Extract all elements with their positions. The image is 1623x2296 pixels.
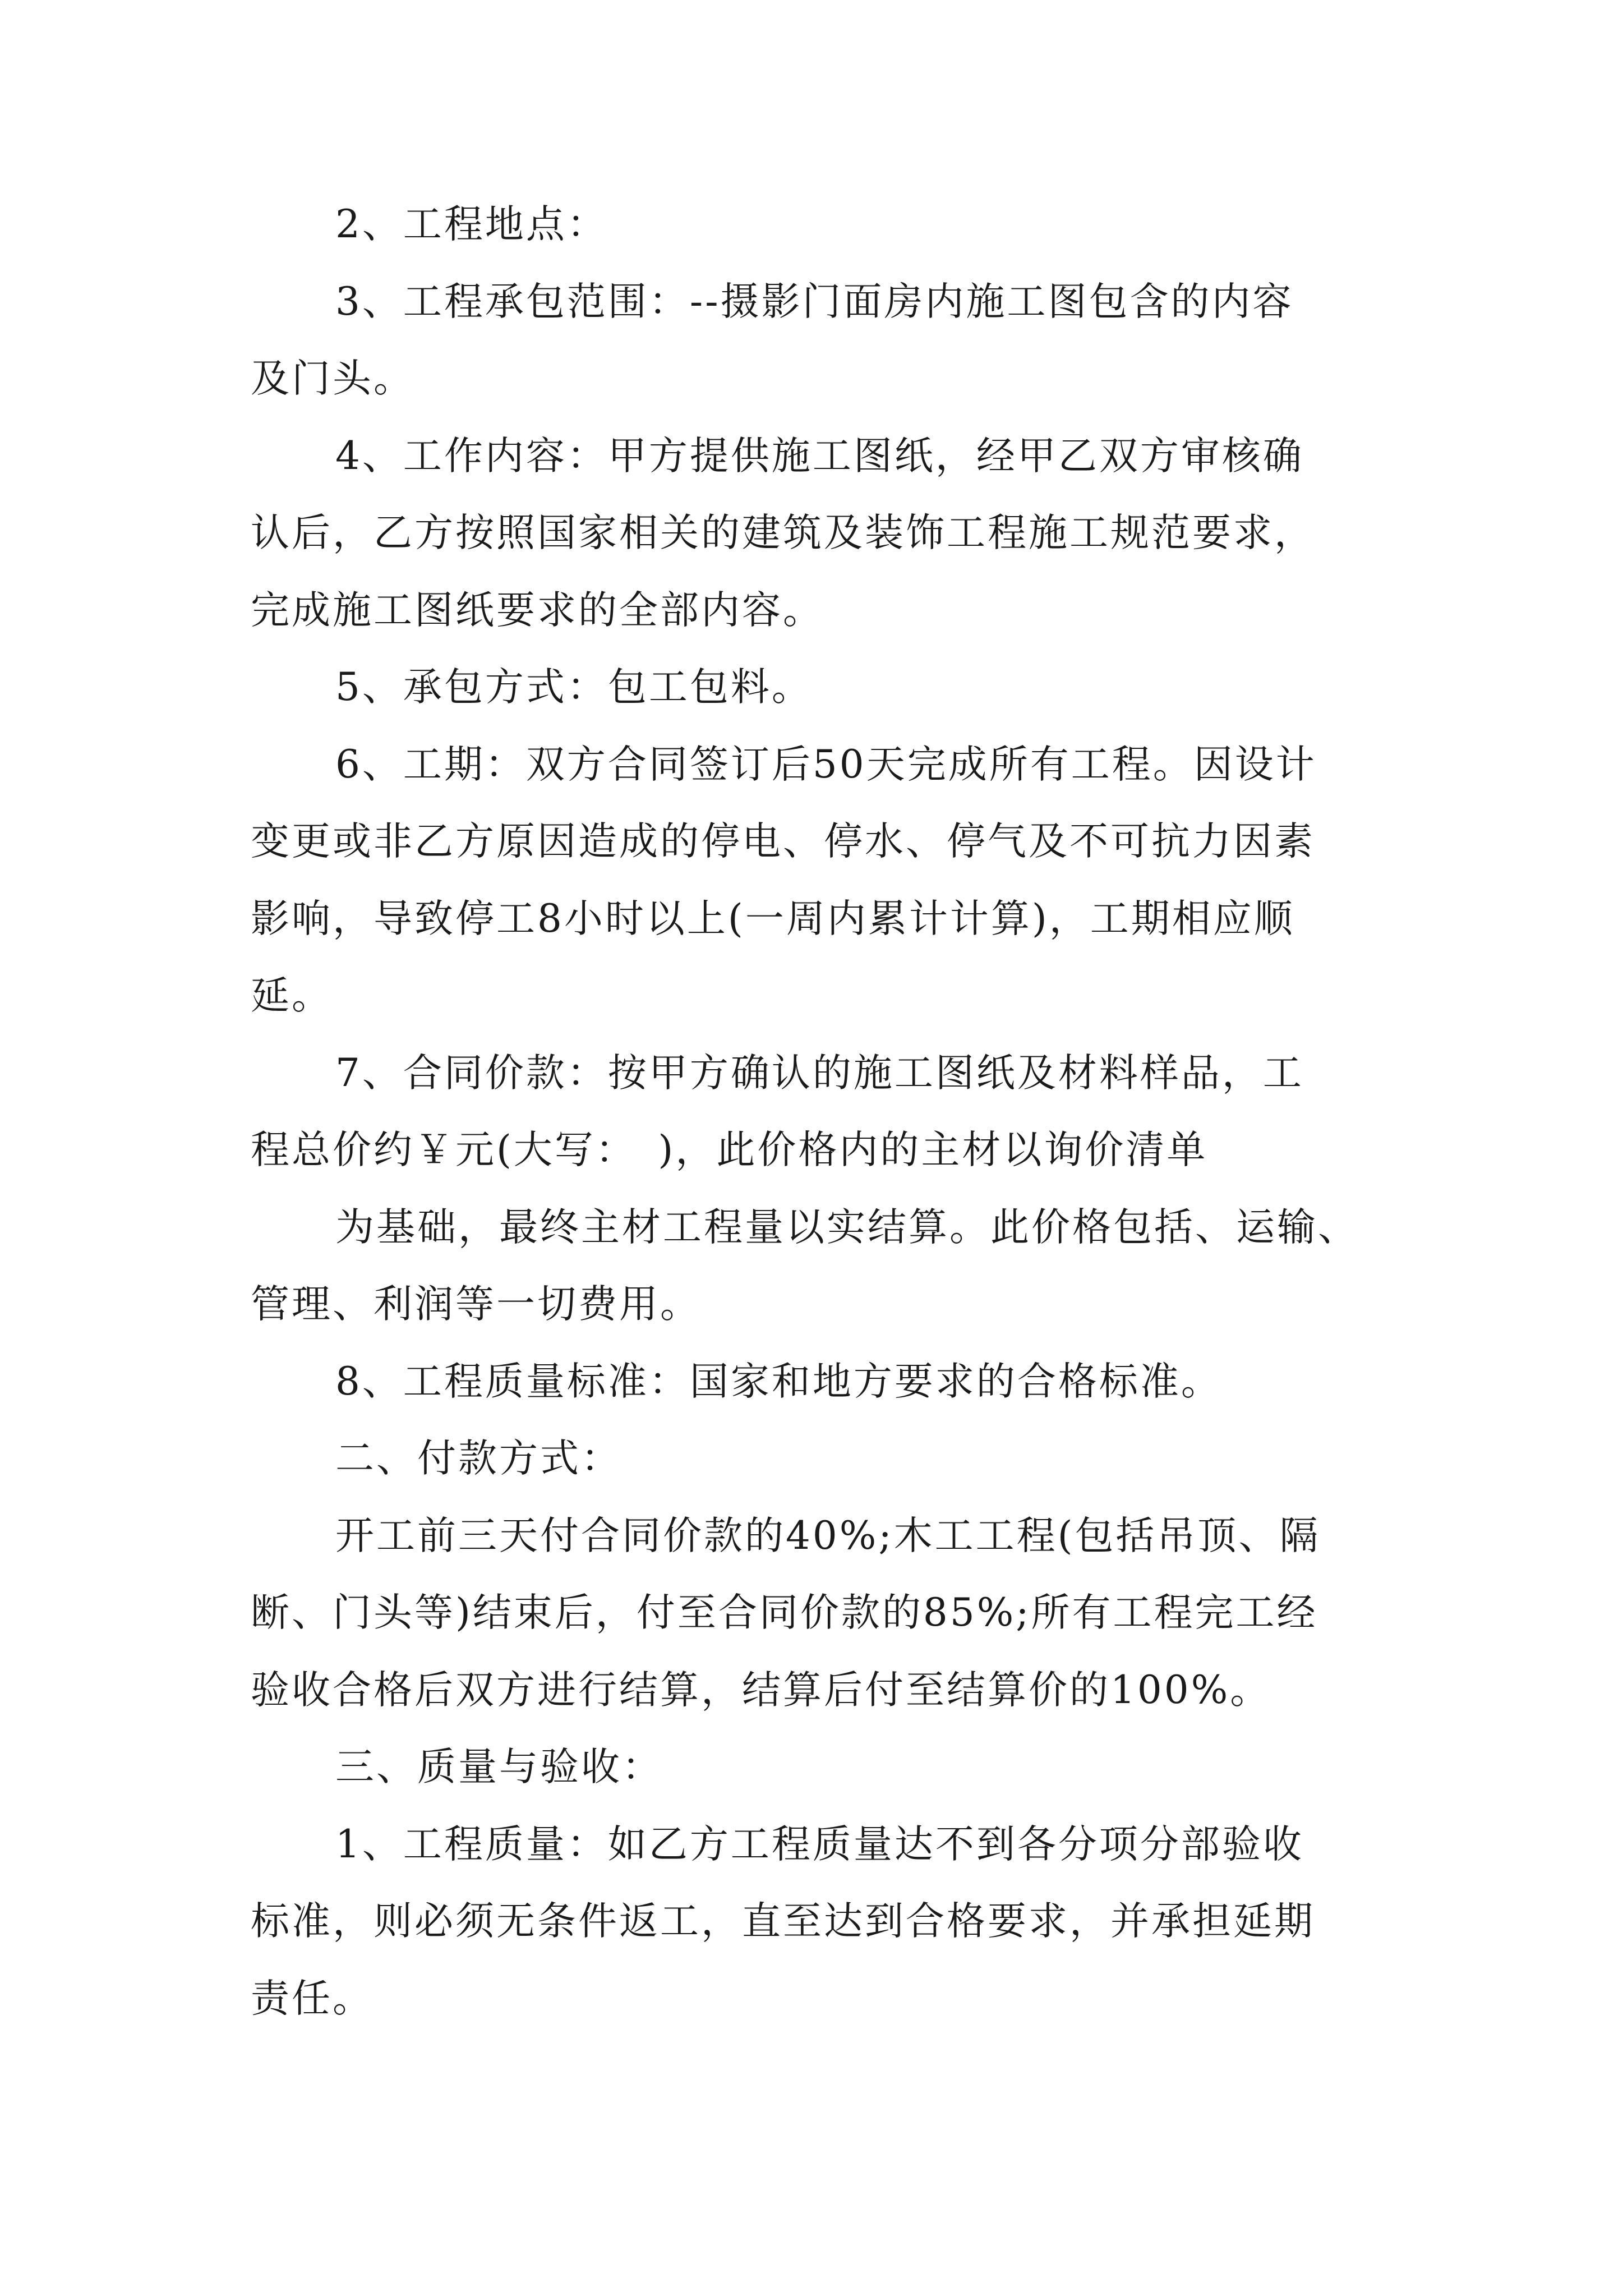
paragraph-line: 责任。: [251, 1976, 374, 2021]
paragraph-schedule: [251, 726, 1395, 1035]
paragraph-quality-standard: [251, 1343, 1395, 1421]
paragraph-line: 及门头。: [251, 356, 414, 401]
paragraph-line: 管理、利润等一切费用。: [251, 1282, 701, 1327]
paragraph-payment-terms: [251, 1498, 1395, 1729]
paragraph-project-location: [251, 186, 1395, 264]
paragraph-line: 认后，乙方按照国家相关的建筑及装饰工程施工规范要求，: [251, 510, 1315, 555]
paragraph-line: 2、工程地点：: [335, 202, 608, 247]
paragraph-line: 4、工作内容：甲方提供施工图纸，经甲乙双方审核确: [335, 433, 1304, 478]
paragraph-line: 5、承包方式：包工包料。: [335, 665, 813, 710]
paragraph-project-quality: [251, 1806, 1395, 2038]
paragraph-contract-scope: [251, 264, 1395, 418]
paragraph-line: 8、工程质量标准：国家和地方要求的合格标准。: [335, 1359, 1222, 1404]
paragraph-line: 影响，导致停工8小时以上(一周内累计计算)，工期相应顺: [251, 896, 1295, 941]
paragraph-price-basis: [251, 1189, 1395, 1343]
paragraph-line: 程总价约￥元(大写： )，此价格内的主材以询价清单: [251, 1128, 1208, 1172]
section-heading-payment: [251, 1420, 1395, 1498]
paragraph-line: 开工前三天付合同价款的40%;木工工程(包括吊顶、隔: [335, 1513, 1321, 1558]
paragraph-line: 验收合格后双方进行结算，结算后付至结算价的100%。: [251, 1667, 1271, 1713]
paragraph-line: 为基础，最终主材工程量以实结算。此价格包括、运输、: [335, 1204, 1359, 1250]
paragraph-line: 6、工期：双方合同签订后50天完成所有工程。因设计: [335, 742, 1317, 787]
paragraph-line: 延。: [251, 973, 333, 1018]
paragraph-line: 3、工程承包范围：--摄影门面房内施工图包含的内容: [335, 279, 1294, 324]
paragraph-line: 7、合同价款：按甲方确认的施工图纸及材料样品，工: [335, 1050, 1304, 1096]
paragraph-line: 1、工程质量：如乙方工程质量达不到各分项分部验收: [335, 1821, 1304, 1867]
paragraph-contract-price: [251, 1035, 1395, 1189]
paragraph-line: 断、门头等)结束后，付至合同价款的85%;所有工程完工经: [251, 1590, 1318, 1635]
paragraph-line: 完成施工图纸要求的全部内容。: [251, 587, 824, 633]
document-body: [251, 186, 1395, 2037]
section-heading-quality-acceptance: [251, 1729, 1395, 1806]
paragraph-work-content: [251, 418, 1395, 650]
paragraph-line: 变更或非乙方原因造成的停电、停水、停气及不可抗力因素: [251, 819, 1315, 864]
paragraph-line: 三、质量与验收：: [335, 1745, 663, 1789]
paragraph-contract-method: [251, 649, 1395, 726]
paragraph-line: 二、付款方式：: [335, 1436, 622, 1481]
paragraph-line: 标准，则必须无条件返工，直至达到合格要求，并承担延期: [251, 1899, 1315, 1944]
